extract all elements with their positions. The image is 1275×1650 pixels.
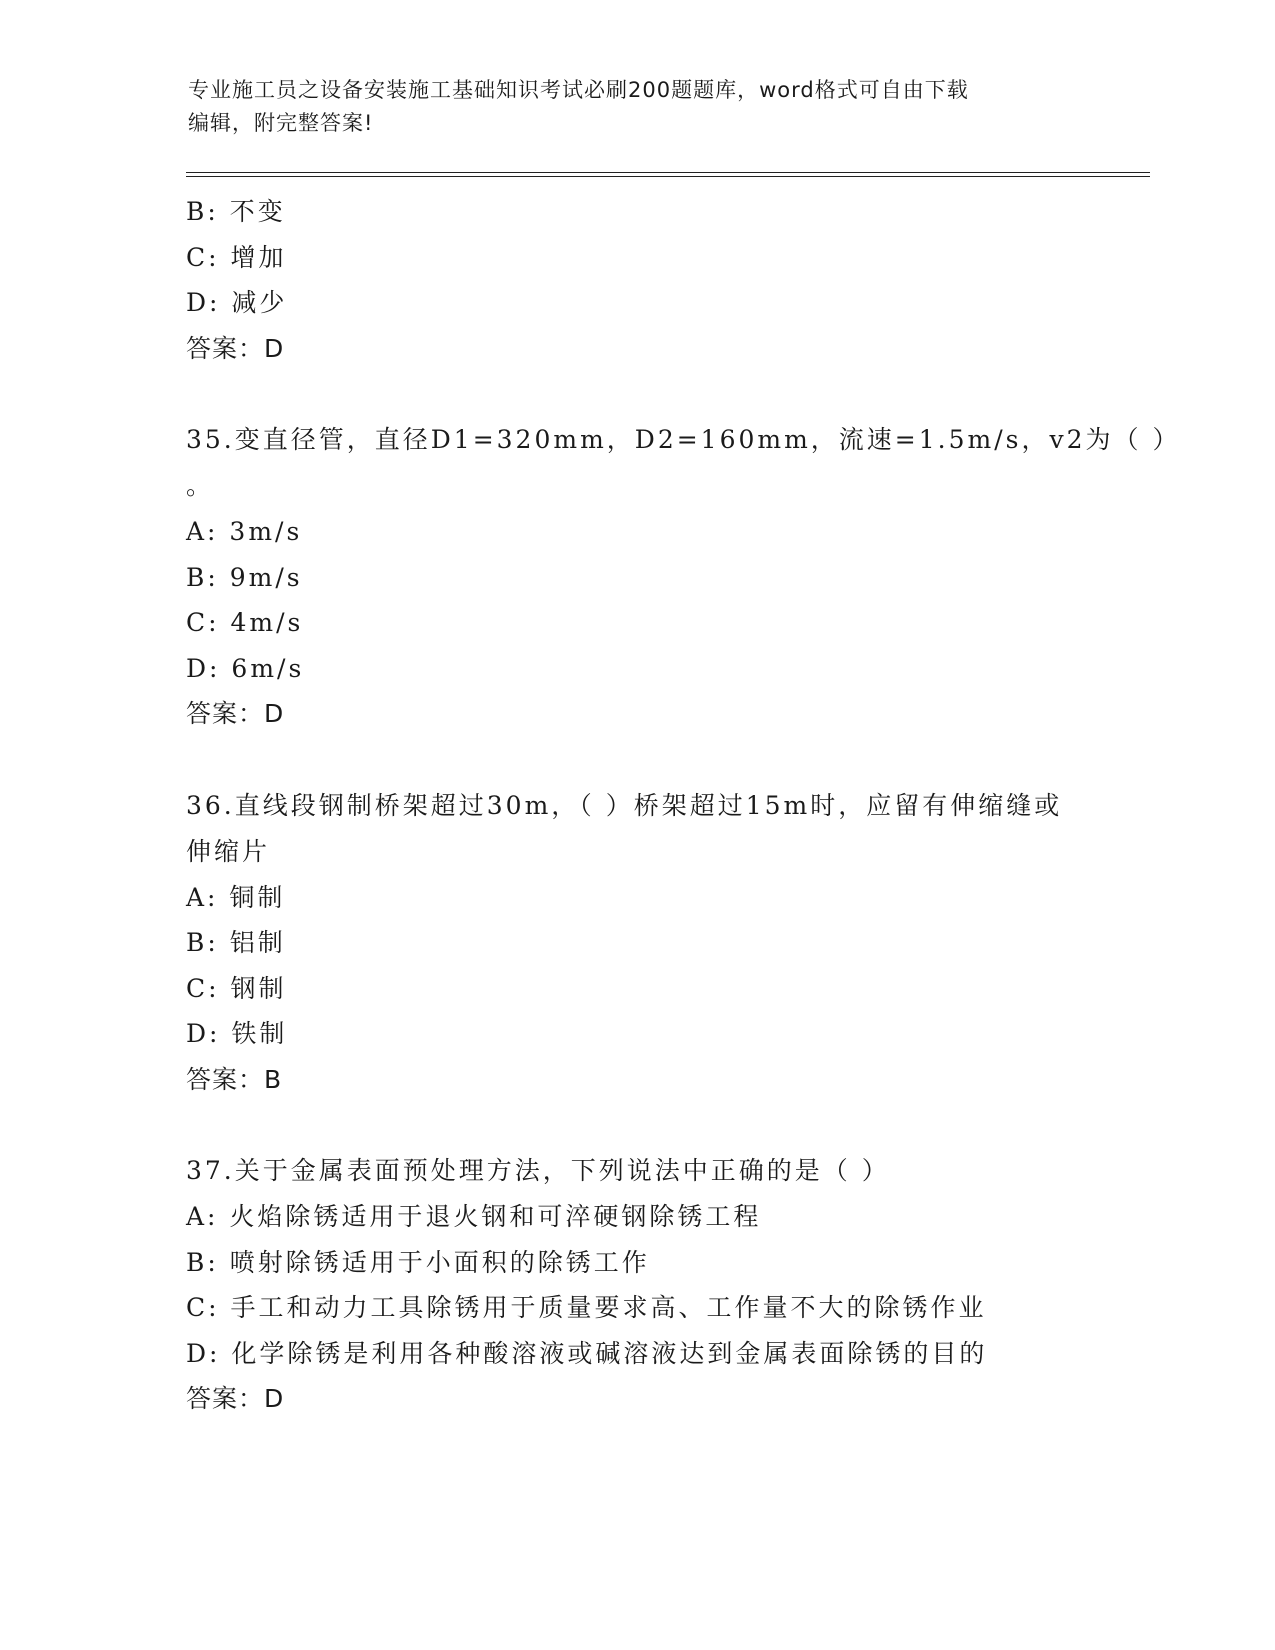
question-text-line-2: 。 xyxy=(186,471,215,500)
option-d: D: 化学除锈是利用各种酸溶液或碱溶液达到金属表面除锈的目的 xyxy=(186,1338,988,1368)
question-text-line-2: 伸缩片 xyxy=(186,836,271,866)
option-d: D: 铁制 xyxy=(186,1019,288,1048)
option-c: C: 钢制 xyxy=(186,973,287,1003)
option-c: C: 手工和动力工具除锈用于质量要求高、工作量不大的除锈作业 xyxy=(186,1293,987,1322)
header-line-1: 专业施工员之设备安装施工基础知识考试必刷200题题库，word格式可自由下载 xyxy=(188,78,969,102)
question-34 xyxy=(186,189,1106,371)
question-text-line-1: 35.变直径管，直径D1=320mm，D2=160mm，流速=1.5m/s，v2为（ ） xyxy=(186,425,1181,454)
option-c: C: 增加 xyxy=(186,242,287,272)
header-rule-bottom xyxy=(186,176,1150,177)
option-c: C: 4m/s xyxy=(186,608,304,637)
question-36 xyxy=(186,783,1106,1103)
question-35 xyxy=(186,417,1181,737)
option-b: B: 不变 xyxy=(186,197,286,226)
document-header xyxy=(188,74,1088,140)
option-a: A: 3m/s xyxy=(186,517,303,546)
option-a: A: 火焰除锈适用于退火钢和可淬硬钢除锈工程 xyxy=(186,1202,762,1231)
question-text-line-1: 37.关于金属表面预处理方法，下列说法中正确的是（ ） xyxy=(186,1156,890,1185)
option-b: B: 铝制 xyxy=(186,928,286,957)
answer-line: 答案：D xyxy=(186,333,285,363)
question-list xyxy=(186,189,1181,1422)
answer-line: 答案：D xyxy=(186,1384,285,1413)
option-d: D: 6m/s xyxy=(186,653,305,683)
option-b: B: 9m/s xyxy=(186,562,303,592)
header-line-2: 编辑，附完整答案! xyxy=(188,111,374,135)
option-a: A: 铜制 xyxy=(186,882,286,912)
header-rule-top xyxy=(186,172,1150,173)
option-d: D: 减少 xyxy=(186,288,288,317)
question-text-line-1: 36.直线段钢制桥架超过30m，（ ）桥架超过15m时，应留有伸缩缝或 xyxy=(186,790,1063,820)
question-37 xyxy=(186,1148,1106,1422)
option-b: B: 喷射除锈适用于小面积的除锈工作 xyxy=(186,1247,650,1277)
answer-line: 答案：B xyxy=(186,1064,283,1094)
answer-line: 答案：D xyxy=(186,699,285,728)
